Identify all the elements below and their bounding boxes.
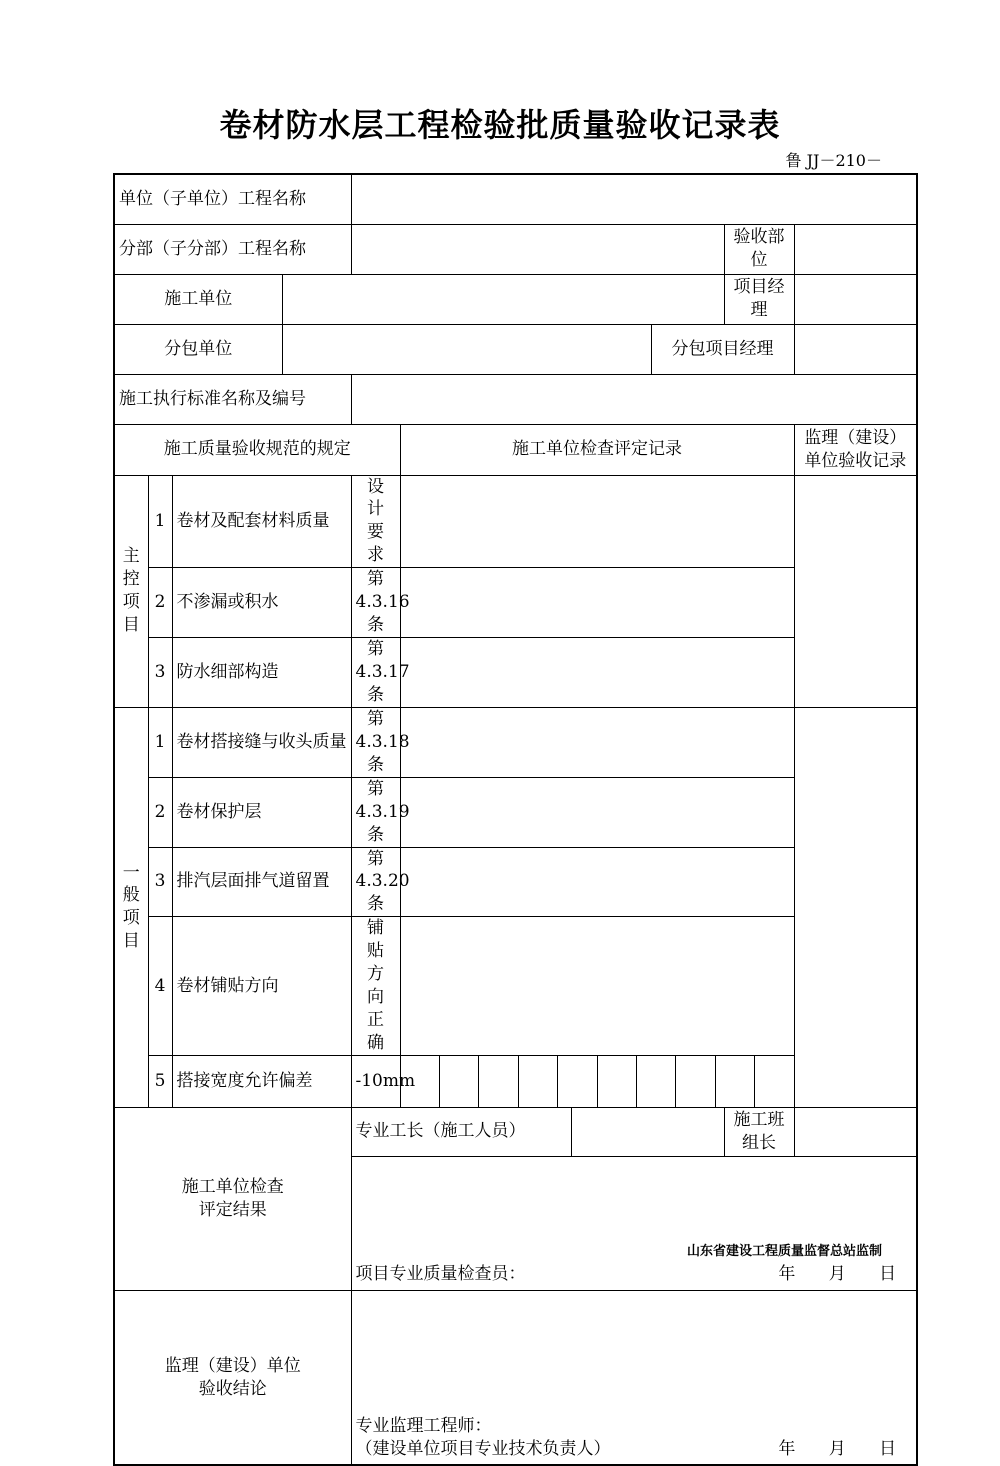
engineer-label: 专业监理工程师： — [355, 1415, 492, 1436]
standard-value[interactable] — [351, 374, 917, 424]
main-items-supervision-record[interactable] — [794, 475, 917, 707]
item-number: 1 — [148, 475, 172, 568]
item-requirement: 铺贴方向正确 — [351, 917, 400, 1056]
deviation-cell[interactable] — [716, 1056, 755, 1107]
deviation-cell[interactable] — [637, 1056, 676, 1107]
standard-label: 施工执行标准名称及编号 — [114, 374, 351, 424]
deviation-cell[interactable] — [676, 1056, 715, 1107]
deviation-cell[interactable] — [479, 1056, 518, 1107]
sub-project-value[interactable] — [351, 224, 724, 274]
item-name: 卷材搭接缝与收头质量 — [172, 707, 351, 777]
check-record-header: 施工单位检查评定记录 — [400, 424, 794, 475]
item-check-record[interactable] — [400, 777, 794, 847]
item-name: 排汽层面排气道留置 — [172, 847, 351, 917]
sub-project-manager-label: 分包项目经理 — [651, 324, 794, 374]
item-name: 卷材铺贴方向 — [172, 917, 351, 1056]
item-check-record[interactable] — [400, 707, 794, 777]
inspector-date: 年 月 日 — [778, 1264, 897, 1284]
item-requirement: 第 4.3.16 条 — [351, 568, 400, 638]
item-name: 防水细部构造 — [172, 638, 351, 708]
deviation-cell[interactable] — [519, 1056, 558, 1107]
deviation-cell[interactable] — [755, 1056, 793, 1107]
deviation-cell[interactable] — [401, 1056, 440, 1107]
supervision-header — [794, 424, 917, 475]
item-check-record[interactable] — [400, 475, 794, 568]
footer-issuer: 山东省建设工程质量监督总站监制 — [686, 1244, 882, 1259]
general-items-group-label: 一 般 项 目 — [114, 707, 148, 1107]
subcontractor-value[interactable] — [282, 324, 651, 374]
project-manager-value[interactable] — [794, 274, 917, 324]
item-number: 3 — [148, 847, 172, 917]
deviation-cell[interactable] — [558, 1056, 597, 1107]
item-check-record[interactable] — [400, 847, 794, 917]
foreman-value[interactable] — [571, 1107, 724, 1156]
supervision-conclusion-label — [114, 1290, 351, 1465]
inspector-label: 项目专业质量检查员： — [355, 1264, 526, 1284]
item-name: 不渗漏或积水 — [172, 568, 351, 638]
spec-header: 施工质量验收规范的规定 — [114, 424, 400, 475]
item-check-record[interactable] — [400, 568, 794, 638]
team-leader-value[interactable] — [794, 1107, 917, 1156]
unit-project-label: 单位（子单位）工程名称 — [114, 174, 351, 224]
supervision-header-line2: 单位验收记录 — [804, 450, 907, 471]
item-number: 2 — [148, 568, 172, 638]
form-code: 鲁 JJ－210－ — [785, 151, 882, 170]
construction-result-label — [114, 1107, 351, 1290]
owner-label: （建设单位项目专业技术负责人） — [355, 1438, 611, 1459]
project-manager-label: 项目经理 — [724, 274, 794, 324]
item-name: 卷材及配套材料质量 — [172, 475, 351, 568]
item-number: 4 — [148, 917, 172, 1056]
item-number: 1 — [148, 707, 172, 777]
construction-result-line1: 施工单位检查 — [181, 1177, 284, 1197]
item-deviation-cells — [400, 1055, 794, 1107]
item-requirement: 第 4.3.20 条 — [351, 847, 400, 917]
sub-project-manager-value[interactable] — [794, 324, 917, 374]
item-number: 3 — [148, 638, 172, 708]
team-leader-label: 施工班组长 — [724, 1107, 794, 1156]
construction-result-line2: 评定结果 — [198, 1199, 267, 1220]
general-items-supervision-record[interactable] — [794, 707, 917, 1107]
page-title: 卷材防水层工程检验批质量验收记录表 — [219, 106, 781, 144]
construction-unit-value[interactable] — [282, 274, 724, 324]
acceptance-part-label: 验收部位 — [724, 224, 794, 274]
supervision-conclusion-area[interactable] — [351, 1290, 917, 1465]
supervision-date: 年 月 日 — [778, 1438, 897, 1459]
construction-unit-label: 施工单位 — [114, 274, 282, 324]
supervision-conclusion-line2: 验收结论 — [198, 1378, 267, 1399]
supervision-header-line1: 监理（建设） — [804, 427, 907, 448]
item-number: 2 — [148, 777, 172, 847]
unit-project-value[interactable] — [351, 174, 917, 224]
supervision-conclusion-line1: 监理（建设）单位 — [164, 1355, 301, 1376]
item-number: 5 — [148, 1055, 172, 1107]
item-requirement: 第 4.3.17 条 — [351, 638, 400, 708]
item-check-record[interactable] — [400, 917, 794, 1056]
foreman-label: 专业工长（施工人员） — [351, 1107, 571, 1156]
acceptance-part-value[interactable] — [794, 224, 917, 274]
item-requirement: 设计要求 — [351, 475, 400, 568]
item-check-record[interactable] — [400, 638, 794, 708]
deviation-cell[interactable] — [440, 1056, 479, 1107]
deviation-cell[interactable] — [598, 1056, 637, 1107]
item-name: 搭接宽度允许偏差 — [172, 1055, 351, 1107]
main-items-group-label: 主 控 项 目 — [114, 475, 148, 707]
item-requirement: -10mm — [351, 1055, 400, 1107]
sub-project-label: 分部（子分部）工程名称 — [114, 224, 351, 274]
construction-result-area[interactable] — [351, 1156, 917, 1290]
subcontractor-label: 分包单位 — [114, 324, 282, 374]
item-name: 卷材保护层 — [172, 777, 351, 847]
inspection-form — [113, 173, 918, 1466]
item-requirement: 第 4.3.18 条 — [351, 707, 400, 777]
item-requirement: 第 4.3.19 条 — [351, 777, 400, 847]
